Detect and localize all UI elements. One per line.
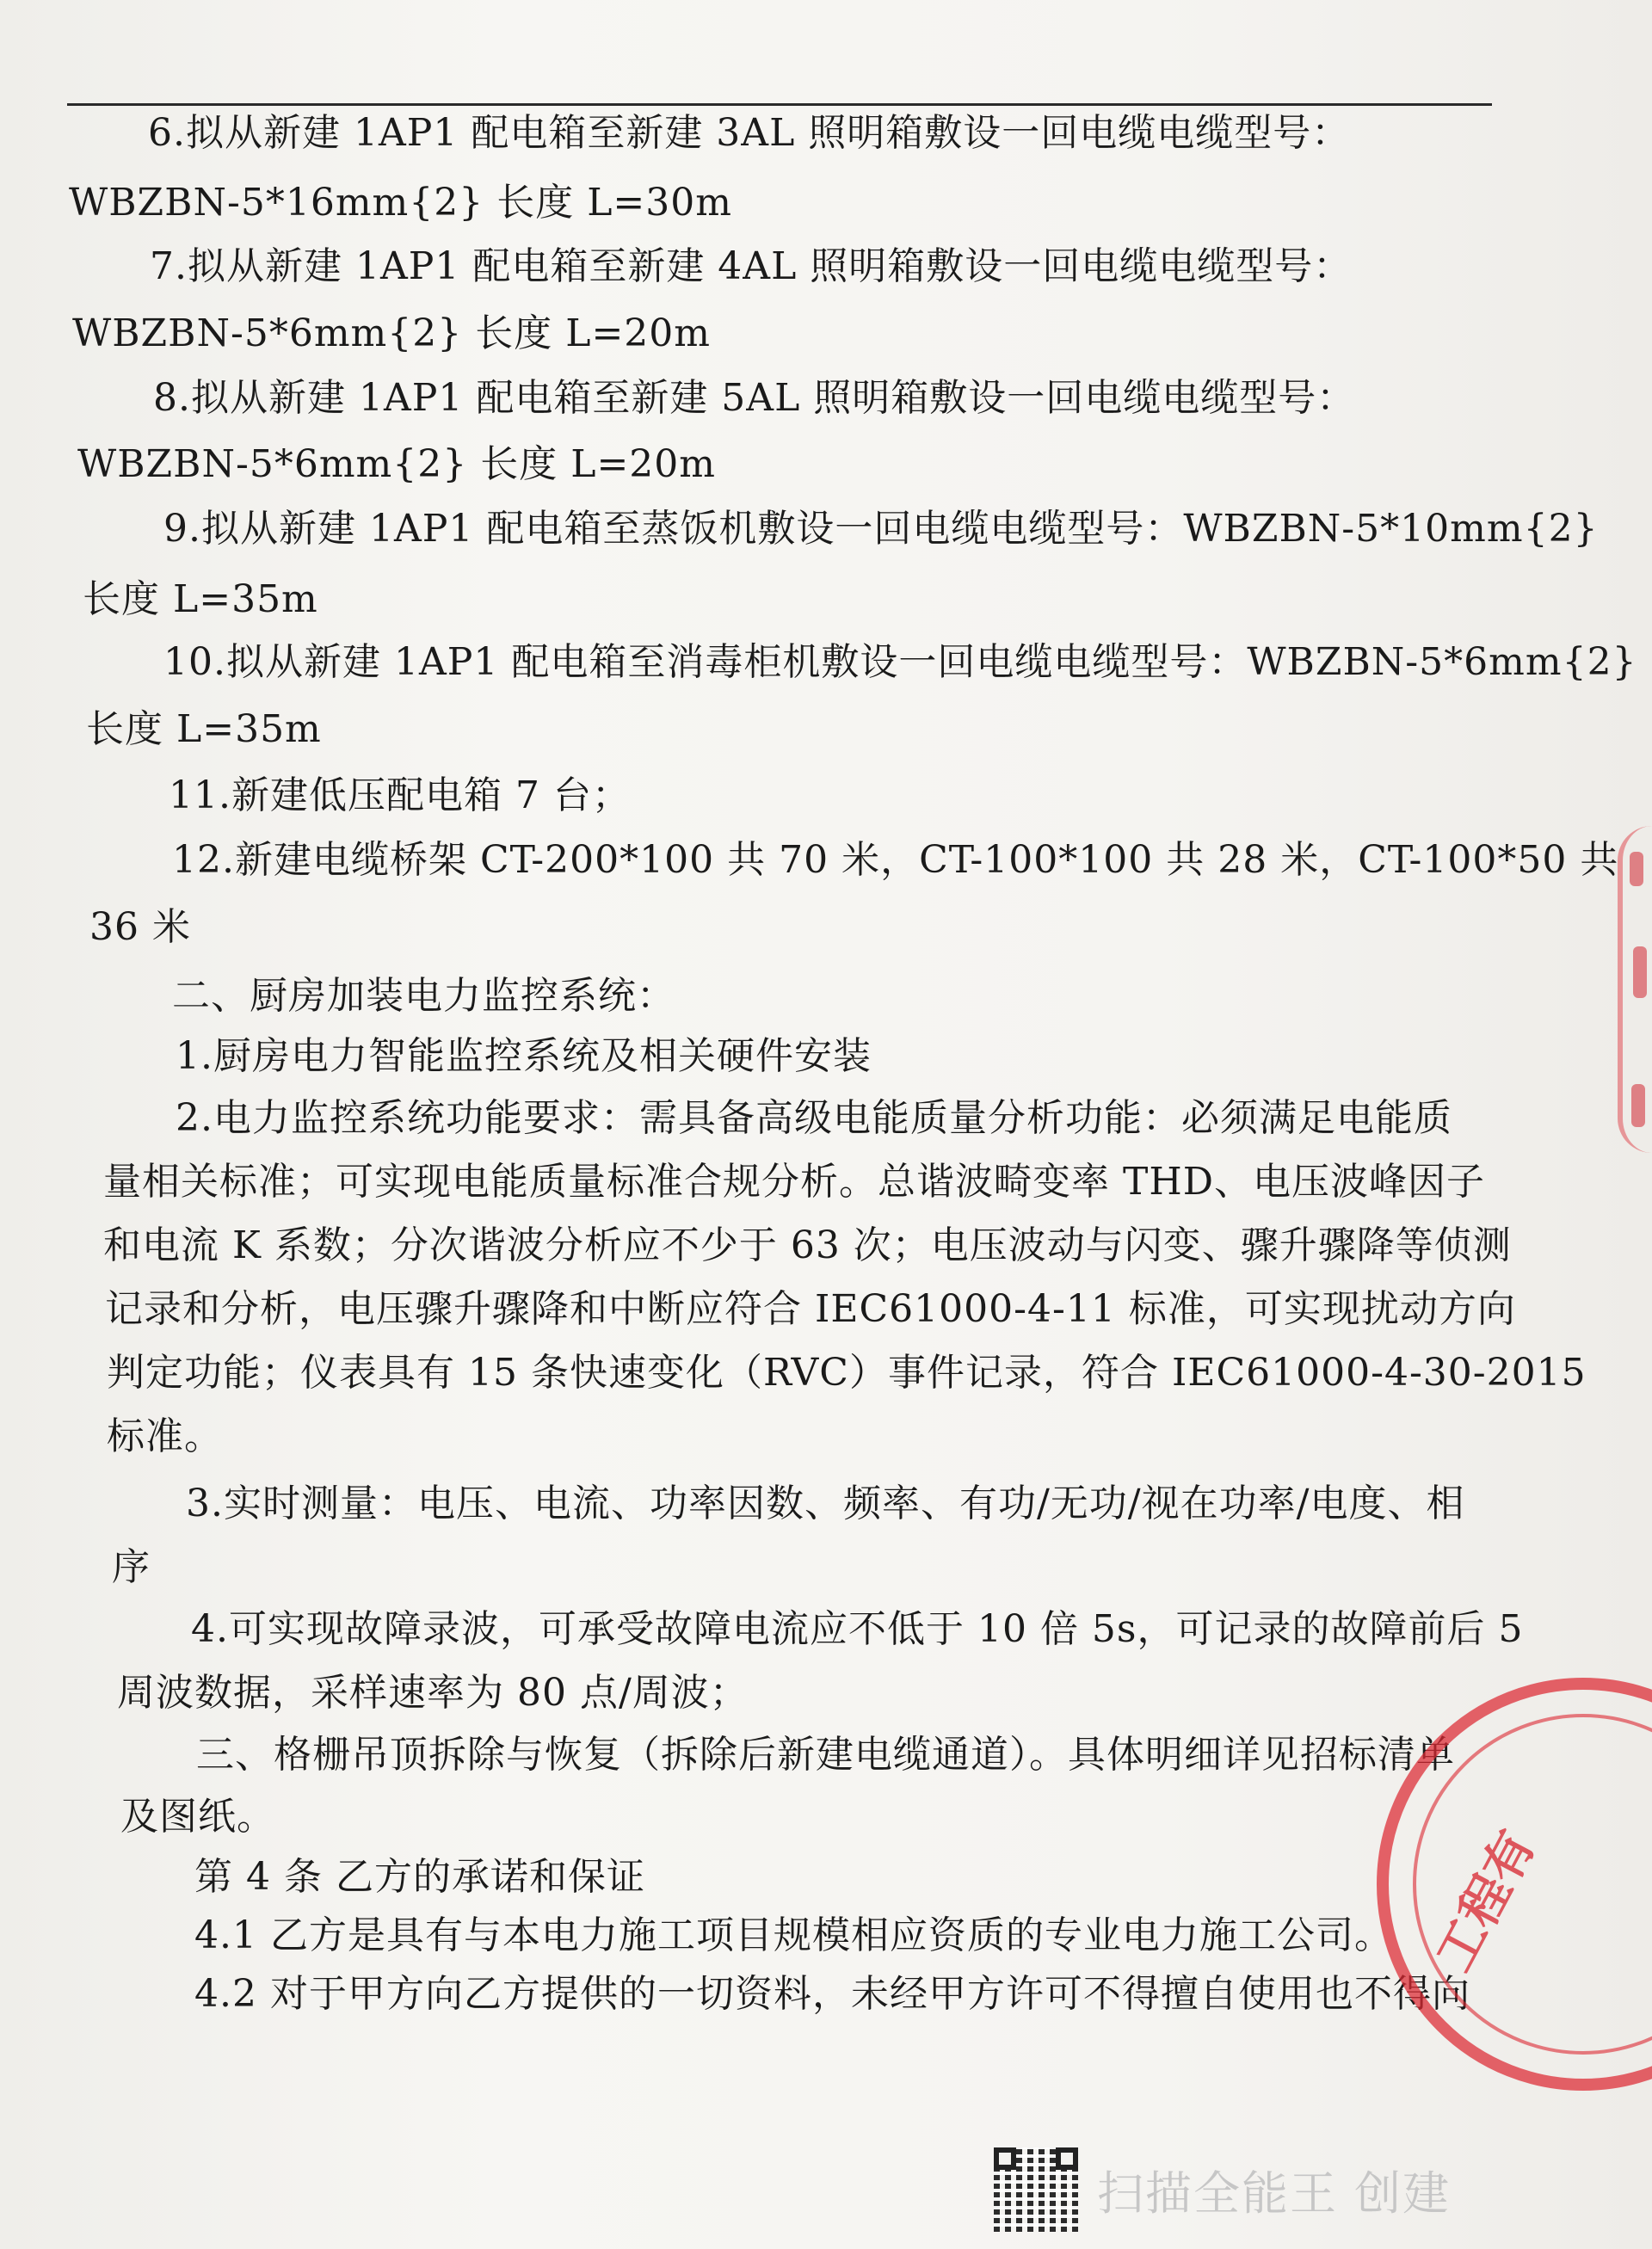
text-line: 量相关标准；可实现电能质量标准合规分析。总谐波畸变率 THD、电压波峰因子: [103, 1160, 1485, 1204]
text-line: WBZBN-5*6mm{2} 长度 L=20m: [72, 311, 712, 355]
text-line: 记录和分析，电压骤升骤降和中断应符合 IEC61000-4-11 标准，可实现扰动方向: [105, 1287, 1516, 1331]
text-line: 3.实时测量：电压、电流、功率因数、频率、有功/无功/视在功率/电度、相: [186, 1482, 1465, 1525]
text-line: 4.1 乙方是具有与本电力施工项目规模相应资质的专业电力施工公司。: [194, 1913, 1393, 1957]
text-line: 周波数据，采样速率为 80 点/周波；: [117, 1671, 749, 1715]
text-line: 和电流 K 系数；分次谐波分析应不少于 63 次；电压波动与闪变、骤升骤降等侦测: [103, 1223, 1512, 1267]
qr-code-icon: [994, 2147, 1078, 2232]
text-line: 长度 L=35m: [83, 577, 318, 621]
text-line: 第 4 条 乙方的承诺和保证: [194, 1855, 645, 1899]
text-line: 6.拟从新建 1AP1 配电箱至新建 3AL 照明箱敷设一回电缆电缆型号：: [148, 111, 1351, 155]
company-seal-text: 工程有: [1424, 1821, 1547, 1981]
text-line: 10.拟从新建 1AP1 配电箱至消毒柜机敷设一回电缆电缆型号：WBZBN-5*6mm{2}: [163, 640, 1637, 684]
text-line: 标准。: [107, 1414, 223, 1458]
text-line: 1.厨房电力智能监控系统及相关硬件安装: [176, 1034, 872, 1078]
edge-seal-fragment: [1633, 946, 1647, 998]
watermark-text: 扫描全能王 创建: [1097, 2166, 1452, 2221]
text-line: 8.拟从新建 1AP1 配电箱至新建 5AL 照明箱敷设一回电缆电缆型号：: [153, 376, 1356, 420]
text-line: 4.2 对于甲方向乙方提供的一切资料，未经甲方许可不得擅自使用也不得向: [194, 1972, 1470, 2016]
text-line: 长度 L=35m: [86, 707, 322, 751]
text-line: 二、厨房加装电力监控系统：: [172, 974, 675, 1018]
edge-seal-fragment: [1631, 1084, 1645, 1127]
text-line: 7.拟从新建 1AP1 配电箱至新建 4AL 照明箱敷设一回电缆电缆型号：: [150, 244, 1353, 288]
edge-seal-fragment: [1630, 852, 1643, 886]
text-line: WBZBN-5*16mm{2} 长度 L=30m: [69, 181, 733, 225]
text-line: 12.新建电缆桥架 CT-200*100 共 70 米，CT-100*100 共 28 米，CT-100*50 共: [172, 838, 1619, 882]
text-line: 判定功能；仪表具有 15 条快速变化（RVC）事件记录，符合 IEC61000-4-30-2015: [107, 1351, 1587, 1395]
text-line: 及图纸。: [120, 1795, 275, 1839]
text-line: 4.可实现故障录波，可承受故障电流应不低于 10 倍 5s，可记录的故障前后 5: [191, 1607, 1524, 1651]
text-line: 序: [112, 1545, 151, 1589]
text-line: 三、格栅吊顶拆除与恢复（拆除后新建电缆通道）。具体明细详见招标清单: [196, 1733, 1455, 1777]
text-line: 11.新建低压配电箱 7 台；: [169, 773, 631, 817]
scanner-watermark: [994, 2147, 1451, 2232]
header-rule: [67, 103, 1492, 106]
text-line: 36 米: [89, 905, 191, 949]
text-line: WBZBN-5*6mm{2} 长度 L=20m: [77, 442, 717, 486]
text-line: 2.电力监控系统功能要求：需具备高级电能质量分析功能：必须满足电能质: [176, 1096, 1452, 1140]
text-line: 9.拟从新建 1AP1 配电箱至蒸饭机敷设一回电缆电缆型号：WBZBN-5*10mm{2}: [163, 507, 1599, 551]
